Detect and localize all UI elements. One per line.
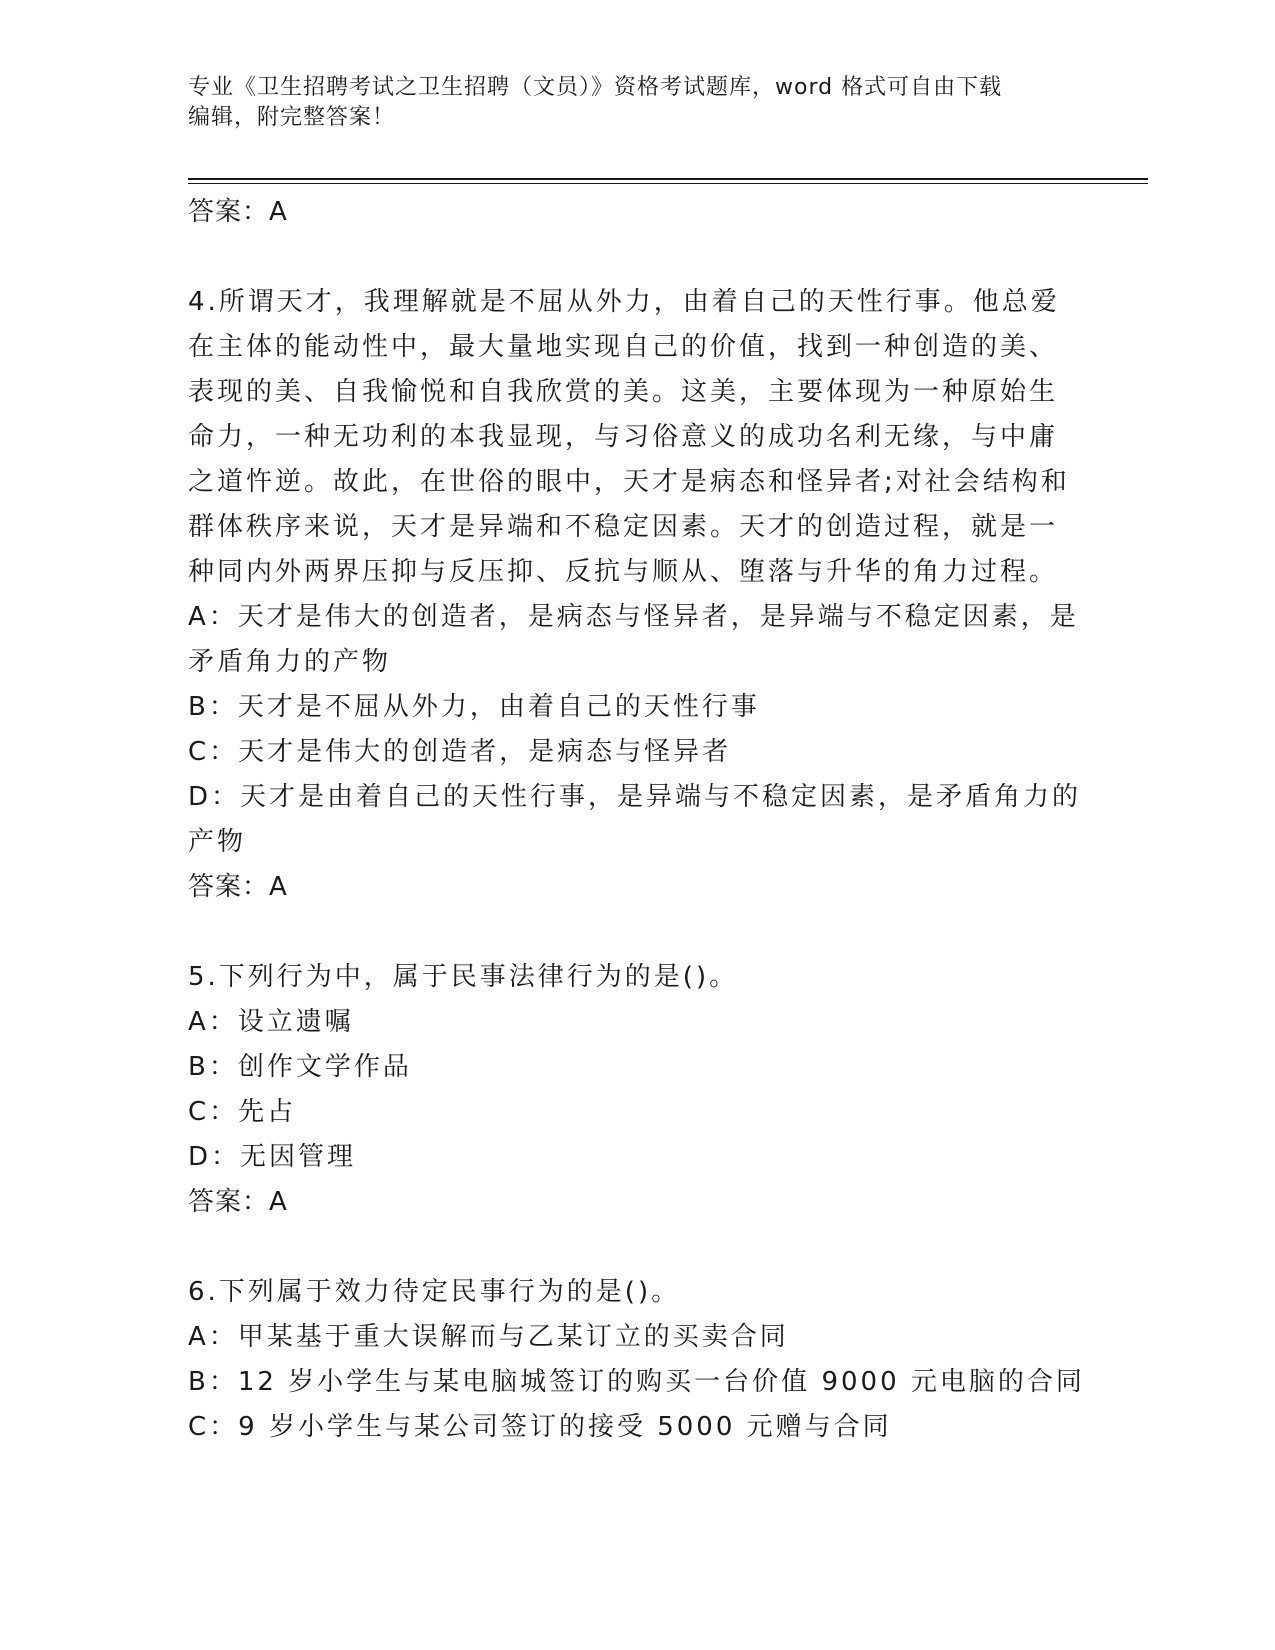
question-6-option-b: B：12 岁小学生与某电脑城签订的购买一台价值 9000 元电脑的合同 — [188, 1367, 1085, 1397]
question-4-stem-line-5: 之道忤逆。故此，在世俗的眼中，天才是病态和怪异者;对社会结构和 — [188, 467, 1070, 497]
question-4-option-b: B：天才是不屈从外力，由着自己的天性行事 — [188, 692, 760, 722]
question-4-option-a-line-1: A：天才是伟大的创造者，是病态与怪异者，是异端与不稳定因素，是 — [188, 602, 1079, 632]
question-5-stem: 5.下列行为中，属于民事法律行为的是()。 — [188, 962, 739, 992]
question-5-option-c: C：先占 — [188, 1097, 297, 1127]
question-6 — [188, 1270, 1088, 1450]
question-4-option-a-line-2: 矛盾角力的产物 — [188, 647, 392, 677]
question-4-stem-line-7: 种同内外两界压抑与反压抑、反抗与顺从、堕落与升华的角力过程。 — [188, 557, 1059, 587]
spacer — [188, 910, 1088, 955]
question-4-option-c: C：天才是伟大的创造者，是病态与怪异者 — [188, 737, 732, 767]
question-4-option-d-line-2: 产物 — [188, 827, 247, 857]
header-divider-thick — [188, 178, 1148, 180]
question-4-stem-line-4: 命力，一种无功利的本我显现，与习俗意义的成功名利无缘，与中庸 — [188, 422, 1059, 452]
question-4-answer: 答案：A — [188, 872, 288, 902]
question-5-answer: 答案：A — [188, 1187, 288, 1217]
question-4 — [188, 280, 1088, 910]
question-5-option-a: A：设立遗嘱 — [188, 1007, 354, 1037]
question-6-option-a: A：甲某基于重大误解而与乙某订立的买卖合同 — [188, 1322, 789, 1352]
question-6-stem: 6.下列属于效力待定民事行为的是()。 — [188, 1277, 681, 1307]
spacer — [188, 235, 1088, 280]
question-5-option-d: D：无因管理 — [188, 1142, 357, 1172]
question-4-stem-line-6: 群体秩序来说，天才是异端和不稳定因素。天才的创造过程，就是一 — [188, 512, 1059, 542]
header-line-2: 编辑，附完整答案！ — [188, 105, 396, 130]
question-4-stem-line-2: 在主体的能动性中，最大量地实现自己的价值，找到一种创造的美、 — [188, 332, 1059, 362]
question-4-stem-line-1: 4.所谓天才，我理解就是不屈从外力，由着自己的天性行事。他总爱 — [188, 287, 1060, 317]
previous-answer: 答案：A — [188, 197, 288, 227]
document-body — [188, 190, 1088, 1450]
question-4-stem-line-3: 表现的美、自我愉悦和自我欣赏的美。这美，主要体现为一种原始生 — [188, 377, 1059, 407]
header-line-1: 专业《卫生招聘考试之卫生招聘（文员）》资格考试题库，word 格式可自由下载 — [188, 75, 1003, 100]
header-divider-thin — [188, 183, 1148, 184]
question-6-option-c: C：9 岁小学生与某公司签订的接受 5000 元赠与合同 — [188, 1412, 892, 1442]
spacer — [188, 1225, 1088, 1270]
document-header — [188, 73, 1088, 133]
question-4-option-d-line-1: D：天才是由着自己的天性行事，是异端与不稳定因素，是矛盾角力的 — [188, 782, 1082, 812]
question-5 — [188, 955, 1088, 1225]
question-5-option-b: B：创作文学作品 — [188, 1052, 412, 1082]
